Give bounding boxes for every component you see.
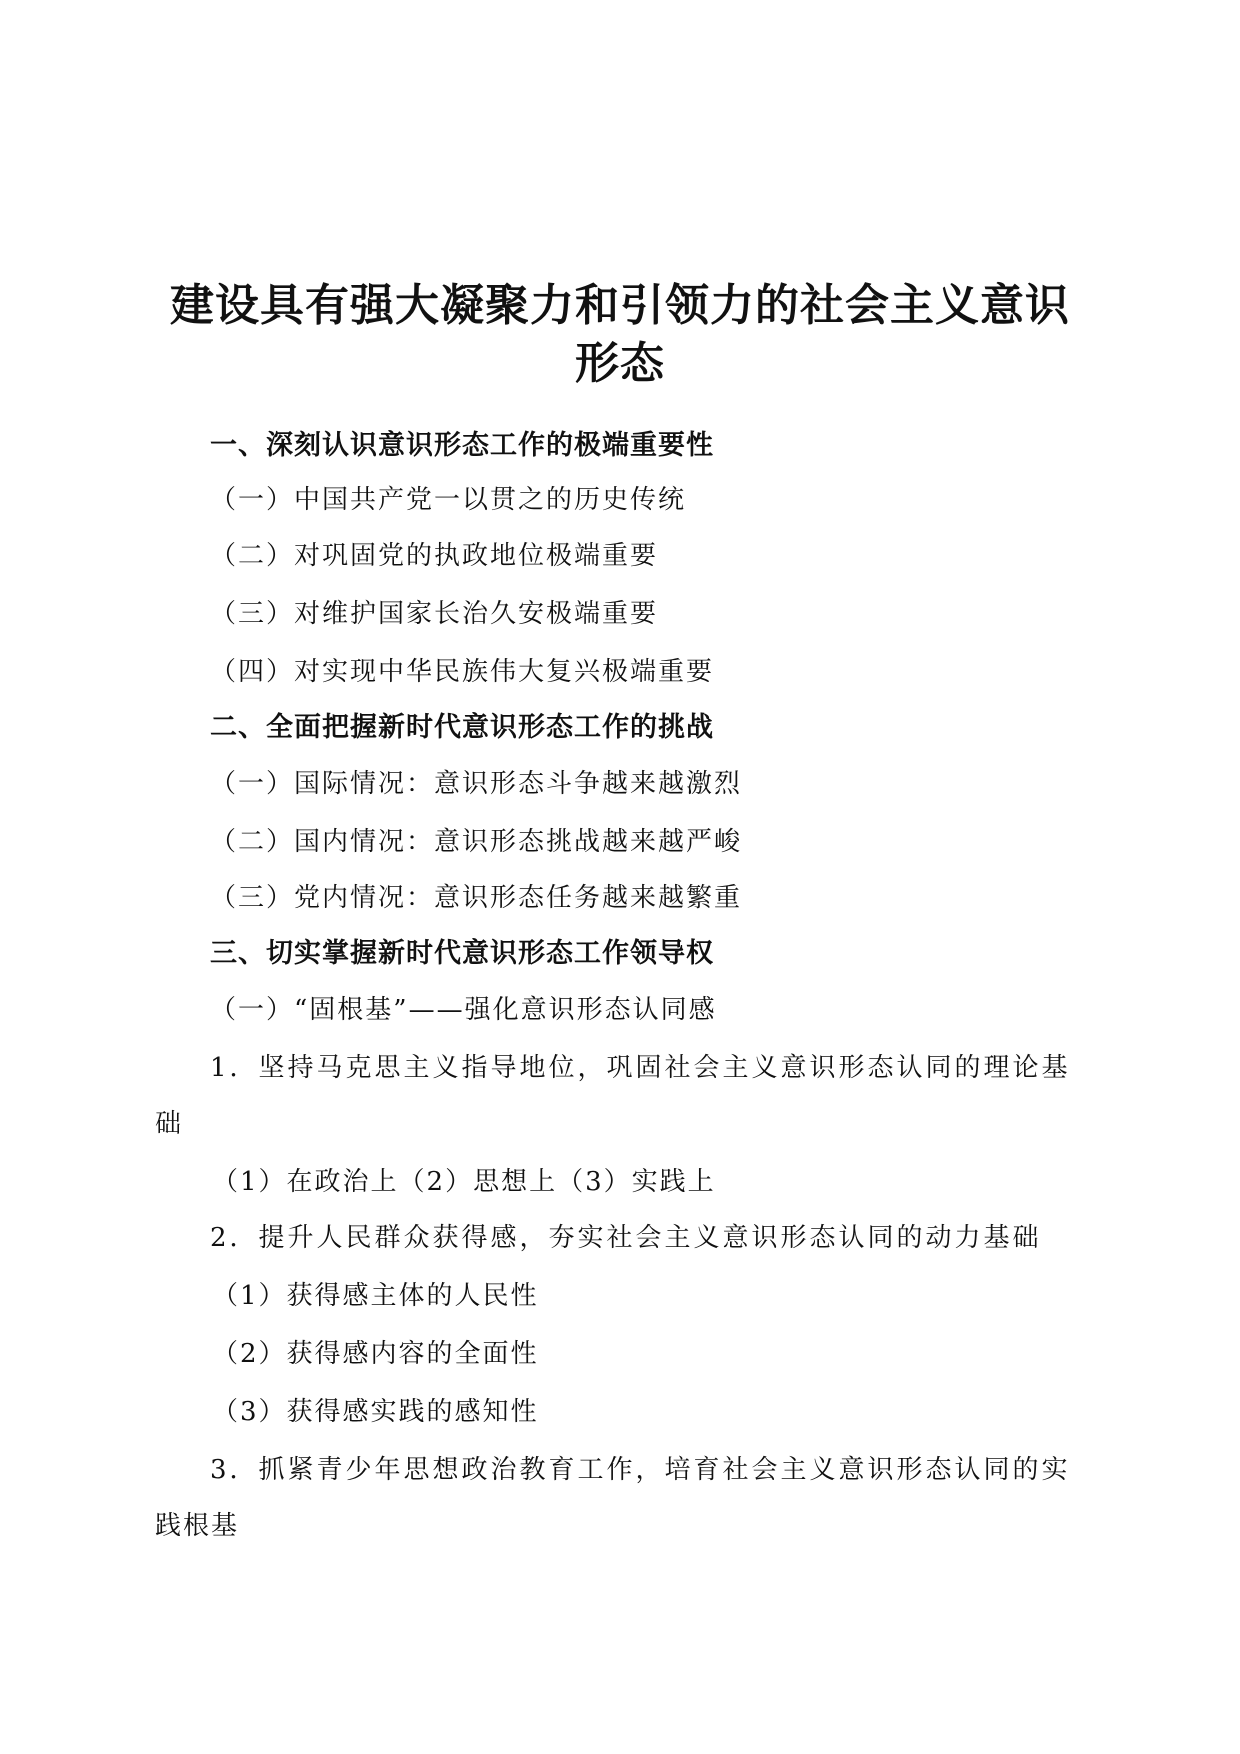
subsection-1-3: （三）对维护国家长治久安极端重要 [210, 599, 659, 629]
subsection-3-1: （一）“固根基”——强化意识形态认同感 [210, 995, 717, 1025]
item-1-line-2: 础 [155, 1109, 184, 1139]
item-3-line-1: 3．抓紧青少年思想政治教育工作，培育社会主义意识形态认同的实 [210, 1455, 1071, 1485]
subsection-2-3: （三）党内情况：意识形态任务越来越繁重 [210, 883, 743, 913]
subsection-1-4: （四）对实现中华民族伟大复兴极端重要 [210, 657, 715, 687]
section-heading-2: 二、全面把握新时代意识形态工作的挑战 [210, 712, 714, 743]
item-2: 2．提升人民群众获得感，夯实社会主义意识形态认同的动力基础 [210, 1223, 1042, 1253]
section-heading-3: 三、切实掌握新时代意识形态工作领导权 [210, 938, 714, 969]
item-3-line-2: 践根基 [155, 1511, 240, 1541]
subsection-1-1: （一）中国共产党一以贯之的历史传统 [210, 485, 687, 515]
document-title-line-1: 建设具有强大凝聚力和引领力的社会主义意识 [170, 280, 1070, 331]
item-1-subpoints: （1）在政治上（2）思想上（3）实践上 [212, 1167, 716, 1197]
section-heading-1: 一、深刻认识意识形态工作的极端重要性 [210, 430, 714, 461]
item-2-subpoint-1: （1）获得感主体的人民性 [212, 1281, 539, 1311]
item-1-line-1: 1．坚持马克思主义指导地位，巩固社会主义意识形态认同的理论基 [210, 1053, 1071, 1083]
item-2-subpoint-3: （3）获得感实践的感知性 [212, 1397, 539, 1427]
document-title-line-2: 形态 [575, 338, 665, 389]
subsection-2-1: （一）国际情况：意识形态斗争越来越激烈 [210, 769, 743, 799]
item-2-subpoint-2: （2）获得感内容的全面性 [212, 1339, 539, 1369]
subsection-1-2: （二）对巩固党的执政地位极端重要 [210, 541, 659, 571]
subsection-2-2: （二）国内情况：意识形态挑战越来越严峻 [210, 827, 743, 857]
